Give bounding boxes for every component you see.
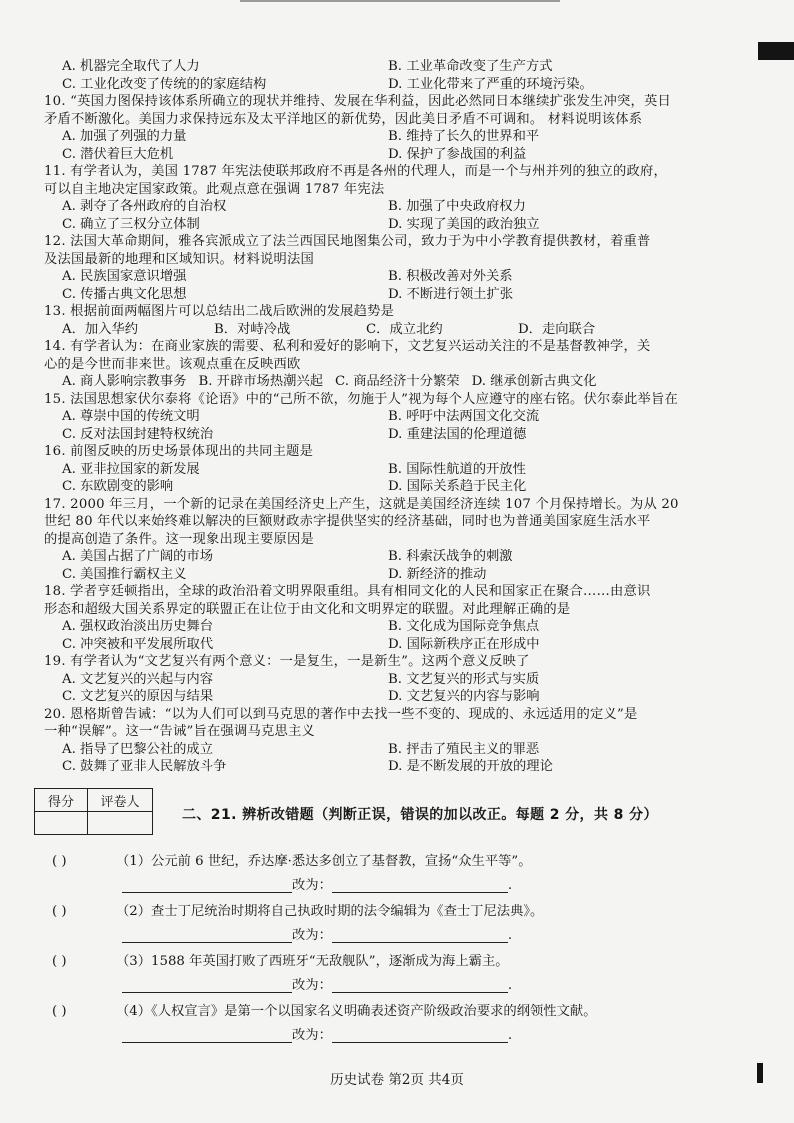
q20-stem-line2: 一种“误解”。这一“告诫”旨在强调马克思主义 — [44, 724, 315, 739]
q13-options-row — [44, 321, 756, 339]
correction-blank-2[interactable] — [332, 928, 508, 943]
q17-stem-line2: 世纪 80 年代以来始终难以解决的巨额财政赤字提供坚实的经济基础，同时也为普通美国家庭生活水平 — [44, 514, 651, 529]
correction-line-4: 改为： . — [122, 1024, 512, 1043]
q20-option-c: C. 鼓舞了亚非人民解放斗争 — [62, 759, 227, 774]
q17-option-c: C. 美国推行霸权主义 — [62, 566, 187, 582]
blank-underline[interactable] — [122, 878, 292, 893]
q15-option-b: B. 呼吁中法两国文化交流 — [388, 409, 540, 424]
q9-options-row1 — [44, 58, 756, 76]
q16-option-d: D. 国际关系趋于民主化 — [388, 479, 527, 494]
section2-title: 二、21. 辨析改错题（判断正误，错误的加以改正。每题 2 分，共 8 分） — [182, 807, 658, 823]
q14-option-a: A. 商人影响宗教事务 — [62, 374, 187, 389]
q10-option-d: D. 保护了参战国的利益 — [388, 146, 527, 162]
q17-stem-line1: 17. 2000 年三月，一个新的记录在美国经济史上产生，这就是美国经济连续 107 个月保持增长。为从 20 — [44, 496, 679, 512]
q16-option-c: C. 东欧剧变的影响 — [62, 479, 174, 494]
q17-option-b: B. 科索沃战争的刺激 — [388, 549, 513, 564]
q12-stem-line2: 及法国最新的地理和区域知识。材料说明法国 — [44, 251, 314, 267]
q15-option-d: D. 重建法国的伦理道德 — [388, 426, 527, 442]
judge-statement-2: （2）查士丁尼统治时期将自己执政时期的法令编辑为《查士丁尼法典》。 — [116, 904, 544, 919]
q16-options-row1 — [44, 461, 756, 479]
q18-option-c: C. 冲突被和平发展所取代 — [62, 636, 214, 652]
judge-statement-1: （1）公元前 6 世纪，乔达摩·悉达多创立了基督教，宣扬“众生平等”。 — [116, 854, 532, 869]
q10-stem-line1: 10. “英国力图保持该体系所确立的现状并维持、发展在华利益，因此必然同日本继续扩张发生冲突，英日 — [44, 94, 672, 109]
section2-header — [34, 788, 764, 838]
correction-label: 改为： — [292, 878, 332, 893]
q9-option-c: C. 工业化改变了传统的的家庭结构 — [62, 76, 267, 92]
q20-options-row1 — [44, 741, 756, 759]
q20-stem-line1: 20. 恩格斯曾告诫：“以为人们可以到马克思的著作中去找一些不变的、现成的、永远适用的定义”是 — [44, 706, 638, 722]
answer-bracket-3[interactable]: ( ) — [52, 954, 67, 969]
q13-option-c: C．成立北约 — [366, 321, 443, 337]
q11-options-row1 — [44, 198, 756, 216]
q14-option-c: C. 商品经济十分繁荣 — [335, 374, 460, 389]
q13-option-a: A．加入华约 — [62, 321, 139, 337]
q10-option-b: B. 维持了长久的世界和平 — [388, 129, 540, 144]
q17-stem-line3: 的提高创造了条件。这一现象出现主要原因是 — [44, 531, 314, 547]
blank-underline[interactable] — [122, 1028, 292, 1043]
q16-option-b: B. 国际性航道的开放性 — [388, 461, 526, 477]
q14-option-d: D. 继承创新古典文化 — [471, 374, 597, 389]
q9-option-d: D. 工业化带来了严重的环境污染。 — [388, 76, 593, 92]
q17-option-d: D. 新经济的推动 — [388, 566, 487, 582]
q17-options-row2 — [44, 566, 756, 584]
judge-statement-4: （4）《人权宣言》是第一个以国家名义明确表述资产阶级政治要求的纲领性文献。 — [116, 1004, 597, 1019]
q15-option-a: A. 尊崇中国的传统文明 — [62, 409, 200, 424]
q20-options-row2 — [44, 758, 756, 776]
questions-block — [44, 58, 756, 776]
answer-bracket-4[interactable]: ( ) — [52, 1004, 67, 1019]
judge-statement-3: （3）1588 年英国打败了西班牙“无敌舰队”，逐渐成为海上霸主。 — [116, 954, 509, 969]
answer-bracket-2[interactable]: ( ) — [52, 904, 67, 919]
q14-options-row — [44, 373, 756, 391]
q16-stem-line1: 16. 前图反映的历史场景体现出的共同主题是 — [44, 444, 314, 459]
judge-item-1 — [52, 850, 752, 869]
correction-line-2: 改为： . — [122, 924, 512, 943]
q13-stem-line1: 13. 根据前面两幅图片可以总结出二战后欧洲的发展趋势是 — [44, 304, 395, 319]
q11-option-d: D. 实现了美国的政治独立 — [388, 216, 540, 232]
q19-option-b: B. 文艺复兴的形式与实质 — [388, 671, 540, 687]
q18-option-d: D. 国际新秩序正在形成中 — [388, 636, 540, 652]
q15-stem-line1: 15. 法国思想家伏尔泰将《论语》中的“己所不欲，勿施于人”视为每个人应遵守的座右铭。伏尔泰此举旨在 — [44, 391, 679, 407]
q18-stem-line1: 18. 学者亨廷顿指出，全球的政治沿着文明界限重组。具有相同文化的人民和国家正在聚合……由意识 — [44, 584, 651, 599]
q20-option-b: B. 抨击了殖民主义的罪恶 — [388, 741, 540, 757]
q14-stem-line2: 心的是今世而非来世。该观点重在反映西欧 — [44, 356, 301, 372]
q10-options-row2 — [44, 146, 756, 164]
q20-option-d: D. 是不断发展的开放的理论 — [388, 759, 553, 774]
q12-option-b: B. 积极改善对外关系 — [388, 269, 513, 284]
q12-option-c: C. 传播古典文化思想 — [62, 286, 187, 302]
score-header: 得分 — [35, 789, 88, 812]
grader-header: 评卷人 — [88, 789, 153, 812]
q16-options-row2 — [44, 478, 756, 496]
score-table — [34, 788, 153, 835]
q20-option-a: A. 指导了巴黎公社的成立 — [62, 741, 214, 757]
q12-options-row2 — [44, 286, 756, 304]
correction-line-1: 改为： . — [122, 874, 512, 893]
q9-options-row2 — [44, 76, 756, 94]
q13-option-d: D．走向联合 — [518, 321, 596, 337]
q14-option-b: B. 开辟市场热潮兴起 — [198, 374, 324, 389]
correction-blank-3[interactable] — [332, 978, 508, 993]
q9-option-b: B. 工业革命改变了生产方式 — [388, 59, 553, 74]
q19-option-a: A. 文艺复兴的兴起与内容 — [62, 671, 214, 687]
q13-option-b: B．对峙冷战 — [214, 321, 291, 337]
black-edge-marker — [758, 42, 794, 60]
q11-option-c: C. 确立了三权分立体制 — [62, 216, 200, 232]
q19-options-row2 — [44, 688, 756, 706]
q11-option-a: A. 剥夺了各州政府的自治权 — [62, 199, 227, 214]
q12-stem-line1: 12. 法国大革命期间，雅各宾派成立了法兰西国民地图集公司，致力于为中小学教育提供教材，着重普 — [44, 234, 651, 249]
q11-option-b: B. 加强了中央政府权力 — [388, 199, 526, 214]
q18-option-a: A. 强权政治淡出历史舞台 — [62, 619, 214, 634]
q16-option-a: A. 亚非拉国家的新发展 — [62, 461, 200, 477]
correction-label: 改为： — [292, 1028, 332, 1043]
q19-option-d: D. 文艺复兴的内容与影响 — [388, 689, 540, 704]
q11-stem-line2: 可以自主地决定国家政策。此观点意在强调 1787 年宪法 — [44, 181, 385, 197]
q18-options-row2 — [44, 636, 756, 654]
q12-options-row1 — [44, 268, 756, 286]
q19-stem-line1: 19. 有学者认为“文艺复兴有两个意义：一是复生，一是新生”。这两个意义反映了 — [44, 654, 530, 669]
correction-blank-1[interactable] — [332, 878, 508, 893]
correction-label: 改为： — [292, 928, 332, 943]
judge-item-3 — [52, 950, 752, 969]
q18-option-b: B. 文化成为国际竞争焦点 — [388, 619, 540, 634]
q11-stem-line1: 11. 有学者认为，美国 1787 年宪法使联邦政府不再是各州的代理人，而是一个与州并列的独立的政府， — [44, 164, 668, 179]
q12-option-a: A. 民族国家意识增强 — [62, 269, 187, 284]
q18-stem-line2: 形态和超级大国关系界定的联盟正在让位于由文化和文明界定的联盟。对此理解正确的是 — [44, 601, 571, 617]
q19-option-c: C. 文艺复兴的原因与结果 — [62, 689, 214, 704]
answer-bracket-1[interactable]: ( ) — [52, 854, 67, 869]
score-cell[interactable] — [35, 812, 88, 835]
judge-item-4 — [52, 1000, 752, 1019]
correction-line-3: 改为： . — [122, 974, 512, 993]
q11-options-row2 — [44, 216, 756, 234]
q18-options-row1 — [44, 618, 756, 636]
q10-options-row1 — [44, 128, 756, 146]
page-footer: 历史试卷 第2页 共4页 — [330, 1072, 464, 1088]
q10-option-c: C. 潜伏着巨大危机 — [62, 146, 174, 162]
q15-options-row2 — [44, 426, 756, 444]
blank-underline[interactable] — [122, 928, 292, 943]
q15-options-row1 — [44, 408, 756, 426]
grader-cell[interactable] — [88, 812, 153, 835]
q9-option-a: A. 机器完全取代了人力 — [62, 59, 200, 74]
q10-stem-line2: 矛盾不断激化。美国力求保持远东及太平洋地区的新优势，因此美日矛盾不可调和。 材料说明该体系 — [44, 111, 643, 127]
q17-option-a: A. 美国占据了广阔的市场 — [62, 549, 214, 564]
correction-label: 改为： — [292, 978, 332, 993]
q15-option-c: C. 反对法国封建特权统治 — [62, 426, 214, 442]
q12-option-d: D. 不断进行领土扩张 — [388, 286, 514, 302]
blank-underline[interactable] — [122, 978, 292, 993]
scan-top-mark — [240, 0, 560, 2]
q19-options-row1 — [44, 671, 756, 689]
q10-option-a: A. 加强了列强的力量 — [62, 129, 187, 144]
correction-blank-4[interactable] — [332, 1028, 508, 1043]
judge-item-2 — [52, 900, 752, 919]
q17-options-row1 — [44, 548, 756, 566]
q14-stem-line1: 14. 有学者认为：在商业家族的需要、私利和爱好的影响下，文艺复兴运动关注的不是基督教神学，关 — [44, 339, 651, 354]
